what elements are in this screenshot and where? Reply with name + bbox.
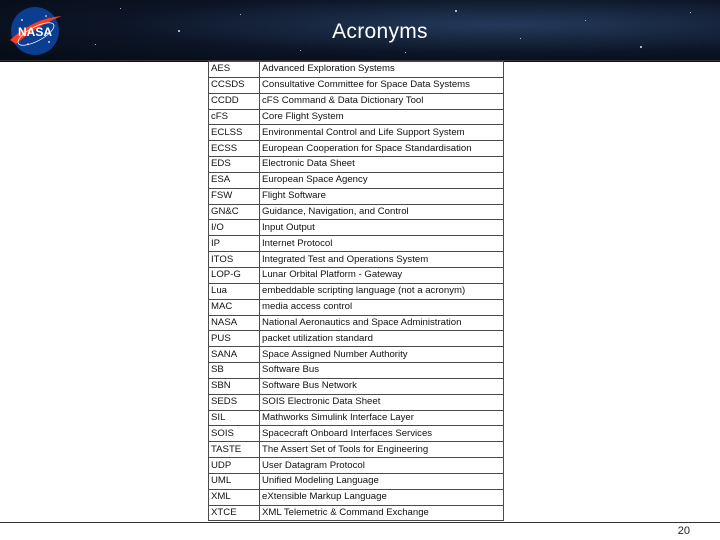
star-icon <box>455 10 457 12</box>
acronym-term: ITOS <box>209 252 260 268</box>
acronym-term: NASA <box>209 315 260 331</box>
table-row <box>209 442 504 458</box>
acronym-definition: The Assert Set of Tools for Engineering <box>260 442 504 458</box>
acronym-definition: Electronic Data Sheet <box>260 157 504 173</box>
acronym-definition: User Datagram Protocol <box>260 458 504 474</box>
acronym-term: SIL <box>209 410 260 426</box>
table-row <box>209 252 504 268</box>
acronym-term: MAC <box>209 299 260 315</box>
acronym-definition: embeddable scripting language (not a acronym) <box>260 283 504 299</box>
acronym-term: UML <box>209 473 260 489</box>
acronym-definition: Input Output <box>260 220 504 236</box>
acronym-definition: Environmental Control and Life Support System <box>260 125 504 141</box>
page-number: 20 <box>677 525 690 537</box>
table-row <box>209 426 504 442</box>
star-icon <box>120 8 121 9</box>
table-row <box>209 410 504 426</box>
table-row <box>209 505 504 521</box>
table-row <box>209 347 504 363</box>
header-banner <box>0 0 720 62</box>
star-icon <box>405 52 406 53</box>
acronym-definition: European Space Agency <box>260 172 504 188</box>
acronym-definition: Software Bus <box>260 363 504 379</box>
acronym-term: XTCE <box>209 505 260 521</box>
acronym-term: I/O <box>209 220 260 236</box>
table-row <box>209 77 504 93</box>
acronym-table-container <box>208 61 504 521</box>
acronym-definition: Space Assigned Number Authority <box>260 347 504 363</box>
table-row <box>209 220 504 236</box>
acronym-definition: Software Bus Network <box>260 378 504 394</box>
acronym-term: TASTE <box>209 442 260 458</box>
acronym-definition: Flight Software <box>260 188 504 204</box>
table-row <box>209 267 504 283</box>
acronym-term: Lua <box>209 283 260 299</box>
acronym-definition: Lunar Orbital Platform - Gateway <box>260 267 504 283</box>
acronym-term: SANA <box>209 347 260 363</box>
acronym-definition: Mathworks Simulink Interface Layer <box>260 410 504 426</box>
acronym-term: LOP-G <box>209 267 260 283</box>
acronym-term: UDP <box>209 458 260 474</box>
acronym-term: EDS <box>209 157 260 173</box>
svg-text:NASA: NASA <box>17 25 53 39</box>
table-row <box>209 62 504 78</box>
acronym-definition: Advanced Exploration Systems <box>260 62 504 78</box>
acronym-term: FSW <box>209 188 260 204</box>
table-row <box>209 489 504 505</box>
acronym-term: PUS <box>209 331 260 347</box>
acronym-definition: Guidance, Navigation, and Control <box>260 204 504 220</box>
acronym-definition: eXtensible Markup Language <box>260 489 504 505</box>
table-row <box>209 141 504 157</box>
acronym-term: CCDD <box>209 93 260 109</box>
star-icon <box>300 50 301 51</box>
acronym-definition: packet utilization standard <box>260 331 504 347</box>
table-row <box>209 172 504 188</box>
star-icon <box>240 14 241 15</box>
acronym-term: XML <box>209 489 260 505</box>
acronym-term: IP <box>209 236 260 252</box>
table-row <box>209 157 504 173</box>
star-icon <box>95 44 96 45</box>
table-row <box>209 473 504 489</box>
acronym-term: ESA <box>209 172 260 188</box>
acronym-term: ECSS <box>209 141 260 157</box>
acronym-term: AES <box>209 62 260 78</box>
acronym-term: CCSDS <box>209 77 260 93</box>
acronym-definition: XML Telemetric & Command Exchange <box>260 505 504 521</box>
table-row <box>209 331 504 347</box>
acronym-term: ECLSS <box>209 125 260 141</box>
acronym-definition: Consultative Committee for Space Data Systems <box>260 77 504 93</box>
table-row <box>209 315 504 331</box>
star-icon <box>690 12 691 13</box>
table-row <box>209 204 504 220</box>
table-row <box>209 378 504 394</box>
table-row <box>209 93 504 109</box>
star-icon <box>640 46 642 48</box>
acronym-term: SOIS <box>209 426 260 442</box>
acronym-term: SBN <box>209 378 260 394</box>
table-row <box>209 363 504 379</box>
table-row <box>209 283 504 299</box>
acronym-definition: cFS Command & Data Dictionary Tool <box>260 93 504 109</box>
table-row <box>209 299 504 315</box>
footer-divider <box>0 522 720 523</box>
acronym-term: cFS <box>209 109 260 125</box>
acronym-definition: European Cooperation for Space Standardisation <box>260 141 504 157</box>
table-row <box>209 458 504 474</box>
table-row <box>209 188 504 204</box>
acronym-definition: Integrated Test and Operations System <box>260 252 504 268</box>
page-title: Acronyms <box>332 20 428 43</box>
table-row <box>209 236 504 252</box>
acronym-definition: SOIS Electronic Data Sheet <box>260 394 504 410</box>
table-row <box>209 109 504 125</box>
acronym-table-body <box>209 62 504 521</box>
table-row <box>209 125 504 141</box>
acronym-table <box>208 61 504 521</box>
acronym-definition: Unified Modeling Language <box>260 473 504 489</box>
acronym-term: GN&C <box>209 204 260 220</box>
acronym-term: SEDS <box>209 394 260 410</box>
acronym-term: SB <box>209 363 260 379</box>
acronym-definition: media access control <box>260 299 504 315</box>
acronym-definition: Core Flight System <box>260 109 504 125</box>
acronym-definition: Spacecraft Onboard Interfaces Services <box>260 426 504 442</box>
acronym-definition: National Aeronautics and Space Administration <box>260 315 504 331</box>
table-row <box>209 394 504 410</box>
acronym-definition: Internet Protocol <box>260 236 504 252</box>
